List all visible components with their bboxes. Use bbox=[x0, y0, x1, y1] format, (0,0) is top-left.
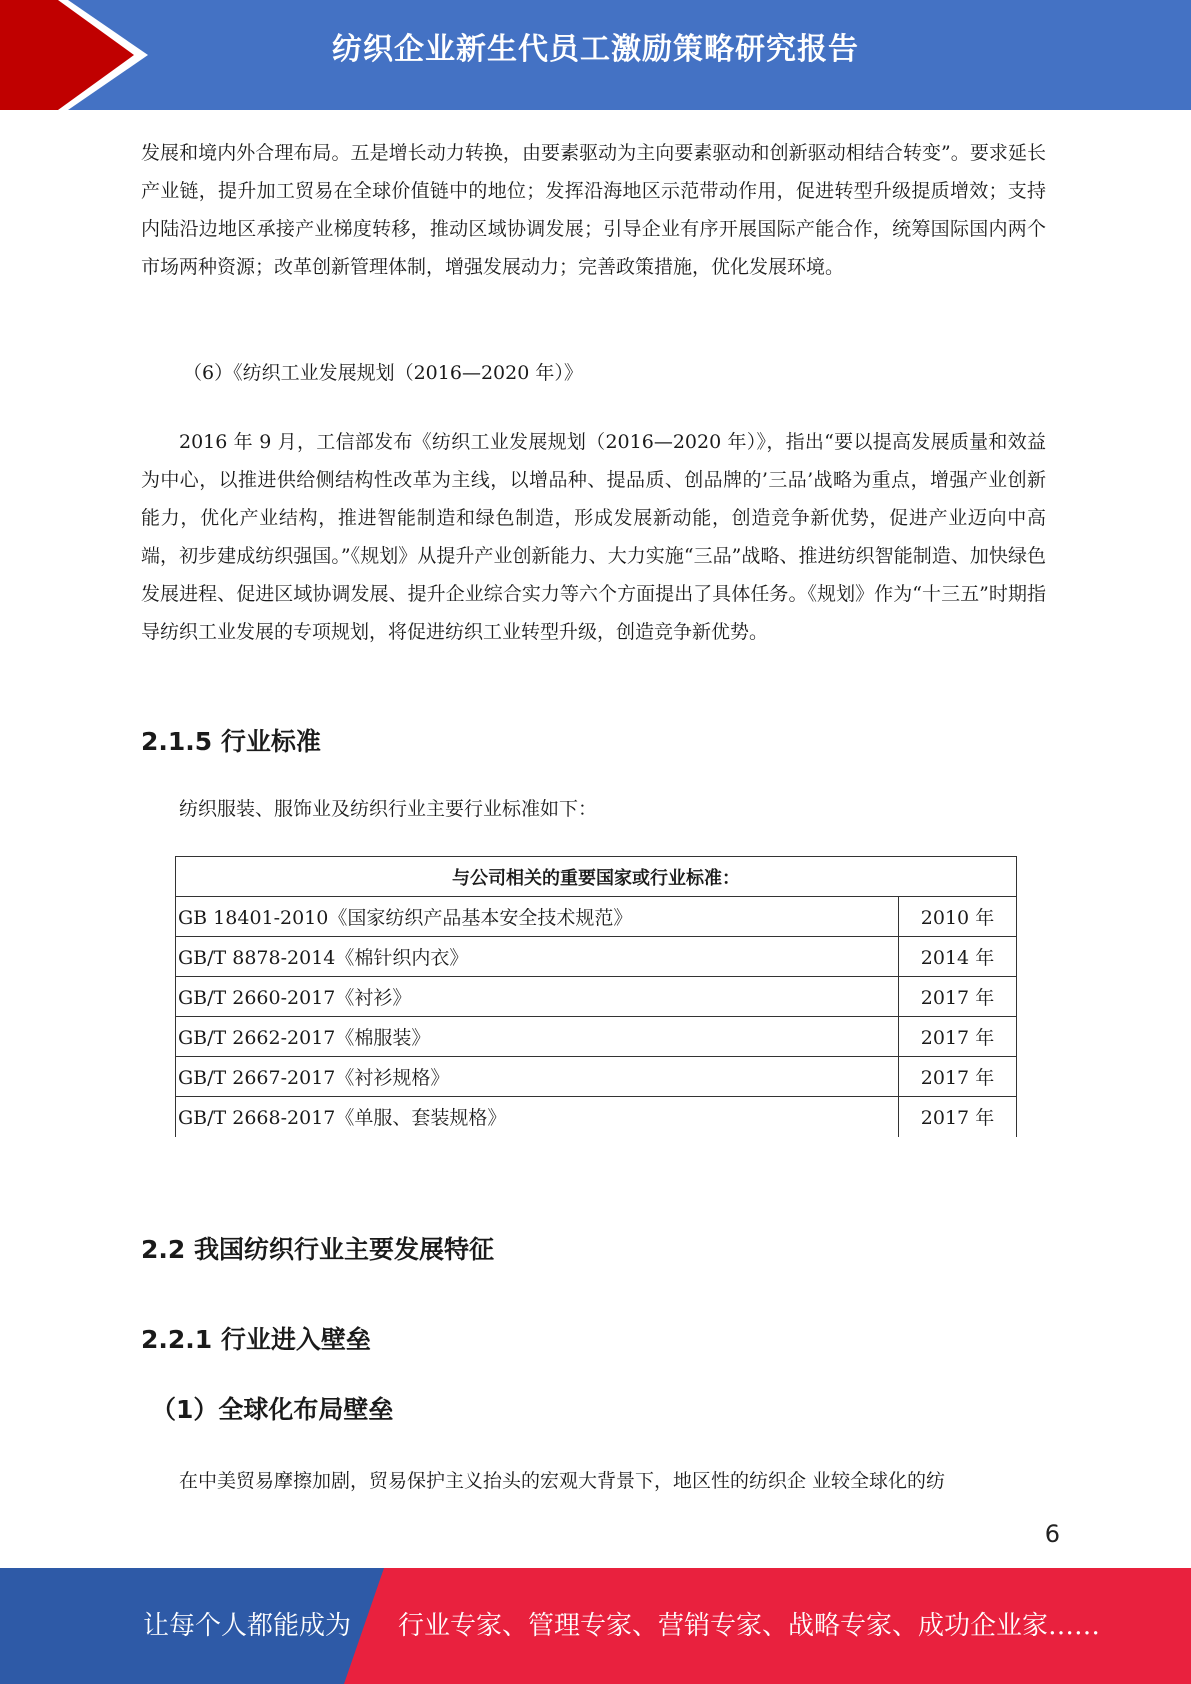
footer-slogan-left: 让每个人都能成为 bbox=[143, 1611, 352, 1641]
table-row bbox=[176, 897, 1017, 937]
standard-cell: GB/T 2667-2017《衬衫规格》 bbox=[176, 1057, 899, 1097]
year-cell: 2017 年 bbox=[899, 1057, 1017, 1097]
year-cell: 2017 年 bbox=[899, 1097, 1017, 1137]
standard-cell: GB/T 2660-2017《衬衫》 bbox=[176, 977, 899, 1017]
heading-global-layout-barrier: （1）全球化布局壁垒 bbox=[151, 1395, 394, 1424]
standards-table bbox=[175, 856, 1017, 1137]
year-cell: 2017 年 bbox=[899, 977, 1017, 1017]
heading-2-2: 2.2 我国纺织行业主要发展特征 bbox=[141, 1235, 494, 1264]
table-row bbox=[176, 977, 1017, 1017]
table-row bbox=[176, 937, 1017, 977]
standard-cell: GB/T 8878-2014《棉针织内衣》 bbox=[176, 937, 899, 977]
year-cell: 2010 年 bbox=[899, 897, 1017, 937]
paragraph-textile-plan: 2016 年 9 月，工信部发布《纺织工业发展规划（2016—2020 年）》，指出“要以提高发展质量和效益为中心，以推进供给侧结构性改革为主线，以增品种、提品质、创品牌的’三品’战略为重点，增强产业创新能力，优化产业结构，推进智能制造和绿色制造，形成发展新动能，创造竞争新优势，促进产业迈向中高端，初步建成纺织强国。”《规划》从提升产业创新能力、大力实施“三品”战略、推进纺织智能制造、加快绿色发展进程、促进区域协调发展、提升企业综合实力等六个方面提出了具体任务。《规划》作为“十三五”时期指导纺织工业发展的专项规划，将促进纺织工业转型升级，创造竞争新优势。 bbox=[141, 431, 1046, 643]
heading-2-1-5: 2.1.5 行业标准 bbox=[141, 727, 321, 756]
page-number: 6 bbox=[1044, 1520, 1060, 1548]
heading-2-2-1: 2.2.1 行业进入壁垒 bbox=[141, 1325, 371, 1354]
paragraph-standards-intro: 纺织服装、服饰业及纺织行业主要行业标准如下： bbox=[179, 798, 598, 820]
table-row bbox=[176, 1017, 1017, 1057]
standard-cell: GB 18401-2010《国家纺织产品基本安全技术规范》 bbox=[176, 897, 899, 937]
table-caption: 与公司相关的重要国家或行业标准： bbox=[176, 857, 1017, 897]
page-header bbox=[0, 0, 1191, 110]
paragraph-development-layout: 发展和境内外合理布局。五是增长动力转换，由要素驱动为主向要素驱动和创新驱动相结合转变”。要求延长产业链，提升加工贸易在全球价值链中的地位；发挥沿海地区示范带动作用，促进转型升级提质增效；支持内陆沿边地区承接产业梯度转移，推动区域协调发展；引导企业有序开展国际产能合作，统筹国际国内两个市场两种资源；改革创新管理体制，增强发展动力；完善政策措施，优化发展环境。 bbox=[141, 142, 1046, 278]
table-row bbox=[176, 1097, 1017, 1137]
table-row bbox=[176, 1057, 1017, 1097]
footer-slogan-right: 行业专家、管理专家、营销专家、战略专家、成功企业家…… bbox=[398, 1611, 1101, 1641]
year-cell: 2017 年 bbox=[899, 1017, 1017, 1057]
header-title: 纺织企业新生代员工激励策略研究报告 bbox=[332, 32, 859, 67]
paragraph-trade-friction: 在中美贸易摩擦加剧，贸易保护主义抬头的宏观大背景下，地区性的纺织企 业较全球化的纺 bbox=[179, 1470, 946, 1492]
year-cell: 2014 年 bbox=[899, 937, 1017, 977]
standard-cell: GB/T 2668-2017《单服、套装规格》 bbox=[176, 1097, 899, 1137]
table-header-row bbox=[176, 857, 1017, 897]
standard-cell: GB/T 2662-2017《棉服装》 bbox=[176, 1017, 899, 1057]
paragraph-item-6-title: （6）《纺织工业发展规划（2016—2020 年）》 bbox=[183, 362, 583, 384]
page-footer bbox=[0, 1568, 1191, 1684]
